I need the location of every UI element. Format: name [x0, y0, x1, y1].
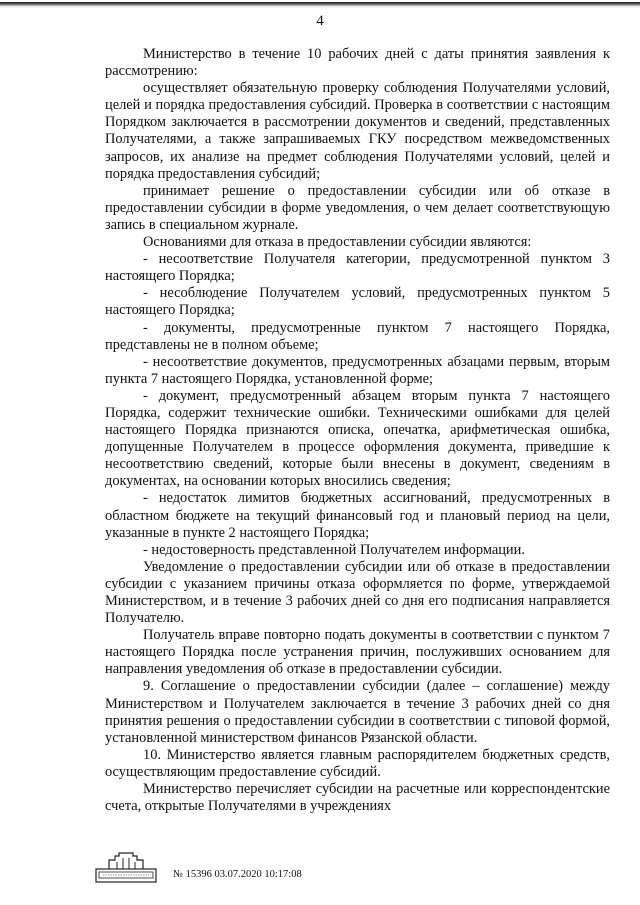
paragraph: Министерство перечисляет субсидии на расчетные или корреспондентские счета, открытые Получателями в учреждениях [105, 781, 610, 815]
list-item: - документ, предусмотренный абзацем вторым пункта 7 настоящего Порядка, содержит технические ошибки. Техническими ошибками для целей настоящего Порядка признаются описка, опечатка, арифметическая ошибка, допущенные Получателем в процессе оформления документа, приведшие к несоответствию сведений, которые были внесены в документ, сведениям в документах, на основании которых вносились сведения; [105, 387, 610, 490]
paragraph: 10. Министерство является главным распорядителем бюджетных средств, осуществляющим предоставление субсидий. [105, 746, 610, 780]
document-registration-seal-icon [95, 850, 157, 884]
scan-edge-shadow [0, 2, 640, 8]
paragraph: Получатель вправе повторно подать документы в соответствии с пунктом 7 настоящего Порядка после устранения причин, послуживших основанием для направления уведомления об отказе в предоставлении субсидии. [105, 627, 610, 678]
list-item: - несоблюдение Получателем условий, предусмотренных пунктом 5 настоящего Порядка; [105, 285, 610, 319]
list-item: - несоответствие документов, предусмотренных абзацами первым, вторым пункта 7 настоящего Порядка, установленной форме; [105, 353, 610, 387]
paragraph: Министерство в течение 10 рабочих дней с даты принятия заявления к рассмотрению: [105, 46, 610, 80]
list-item: - недостоверность представленной Получателем информации. [143, 541, 525, 558]
list-item: - недостаток лимитов бюджетных ассигнований, предусмотренных в областном бюджете на текущий финансовый год и плановый период на цели, указанные в пункте 2 настоящего Порядка; [105, 490, 610, 541]
list-item: - несоответствие Получателя категории, предусмотренной пунктом 3 настоящего Порядка; [105, 251, 610, 285]
registration-footer [95, 850, 415, 890]
paragraph: принимает решение о предоставлении субсидии или об отказе в предоставлении субсидии в форме уведомления, о чем делает соответствующую запись в специальном журнале. [105, 182, 610, 233]
page-number: 4 [316, 13, 324, 29]
paragraph: Основаниями для отказа в предоставлении субсидии являются: [143, 234, 532, 251]
document-body [105, 46, 610, 815]
list-item: - документы, предусмотренные пунктом 7 настоящего Порядка, представлены не в полном объеме; [105, 319, 610, 353]
paragraph: Уведомление о предоставлении субсидии или об отказе в предоставлении субсидии с указанием причины отказа оформляется по форме, утверждаемой Министерством, и в течение 3 рабочих дней со дня его подписания направляется Получателю. [105, 558, 610, 627]
paragraph: 9. Соглашение о предоставлении субсидии (далее – соглашение) между Министерством и Получателем заключается в течение 3 рабочих дней со дня принятия решения о предоставлении субсидии в соответствии с типовой формой, установленной министерством финансов Рязанской области. [105, 678, 610, 746]
registration-number: № 15396 03.07.2020 10:17:08 [173, 869, 302, 880]
paragraph: осуществляет обязательную проверку соблюдения Получателями условий, целей и порядка предоставления субсидий. Проверка в соответствии с настоящим Порядком заключается в рассмотрении документов и сведений, представленных Получателями, а также запрашиваемых ГКУ посредством межведомственных запросов, их анализе на предмет соблюдения Получателями условий, целей и порядка предоставления субсидий; [105, 80, 610, 182]
